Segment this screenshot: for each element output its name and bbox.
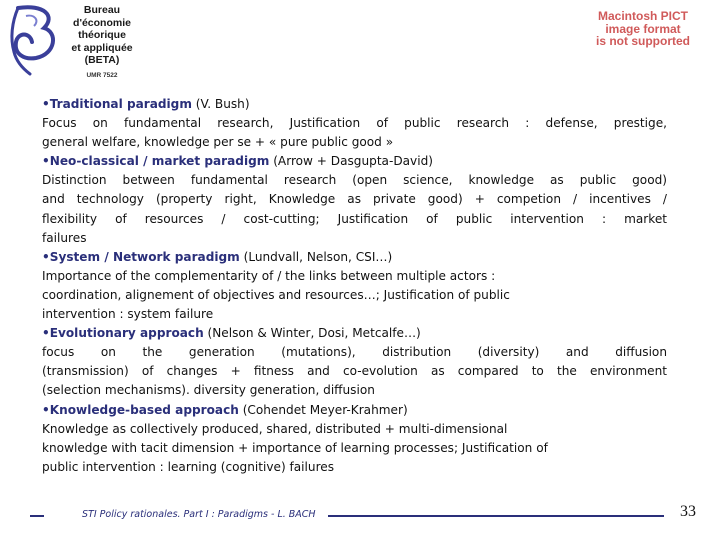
body-line: Distinction between fundamental research (open science, knowledge as public good) [42, 173, 667, 188]
body-line: public intervention : learning (cognitive) failures [42, 459, 335, 474]
body-line: Focus on fundamental research, Justification of public research : defense, prestige, [42, 116, 667, 131]
body-line: focus on the generation (mutations), distribution (diversity) and diffusion [42, 345, 667, 360]
section-heading: •Knowledge-based approach [42, 402, 239, 417]
logo-line: et appliquée [71, 41, 133, 54]
body-line: failures [42, 230, 87, 245]
body-line: flexibility of resources / cost-cutting; Justification of public intervention : market [42, 211, 667, 226]
body-line: coordination, alignement of objectives and resources…; Justification of public [42, 287, 510, 302]
footer-title: STI Policy rationales. Part I : Paradigms - L. BACH [82, 509, 316, 520]
body-line: and technology (property right, Knowledge as private good) + competion / incentives / [42, 192, 667, 207]
placeholder-line: Macintosh PICT [597, 9, 688, 23]
footer-rule-left [30, 515, 44, 517]
logo-line: d'économie [73, 16, 131, 29]
unsupported-image-placeholder [566, 10, 720, 48]
section-heading: •Neo-classical / market paradigm [42, 154, 270, 169]
logo-line: théorique [78, 29, 126, 41]
beta-logo-mark-icon [4, 2, 60, 82]
page-number: 33 [680, 503, 696, 520]
body-line: general welfare, knowledge per se + « pure public good » [42, 135, 394, 150]
placeholder-line: is not supported [596, 34, 690, 48]
section-heading-line [42, 324, 667, 343]
logo-umr: UMR 7522 [86, 72, 118, 79]
placeholder-line: image format [605, 21, 681, 36]
logo-institution-name [62, 4, 142, 67]
body-line: Importance of the complementarity of / the links between multiple actors : [42, 268, 496, 283]
footer-rule-right [328, 515, 664, 517]
beta-logo [4, 2, 144, 86]
slide-footer [30, 505, 700, 525]
section-authors: (Lundvall, Nelson, CSI…) [239, 249, 393, 264]
body-line: Knowledge as collectively produced, shared, distributed + multi-dimensional [42, 421, 508, 436]
body-line: intervention : system failure [42, 307, 214, 322]
section-heading: •System / Network paradigm [42, 249, 240, 264]
slide-body [42, 95, 667, 477]
body-line: knowledge with tacit dimension + importance of learning processes; Justification of [42, 440, 548, 455]
body-line: (selection mechanisms). diversity generation, diffusion [42, 383, 375, 398]
section-heading-line [42, 401, 667, 420]
section-authors: (Nelson & Winter, Dosi, Metcalfe…) [203, 326, 421, 341]
section-heading-line [42, 248, 667, 267]
section-authors: (Cohendet Meyer-Krahmer) [238, 402, 408, 417]
logo-line: Bureau [83, 4, 121, 16]
section-heading-line [42, 152, 667, 171]
section-authors: (Arrow + Dasgupta-David) [269, 154, 433, 169]
section-authors: (V. Bush) [191, 97, 250, 111]
section-heading: •Traditional paradigm [42, 97, 192, 111]
section-heading-line [42, 95, 667, 114]
section-heading: •Evolutionary approach [42, 326, 204, 341]
logo-line: (BETA) [84, 54, 120, 66]
body-line: (transmission) of changes + fitness and co-evolution as compared to the environment [42, 364, 667, 379]
